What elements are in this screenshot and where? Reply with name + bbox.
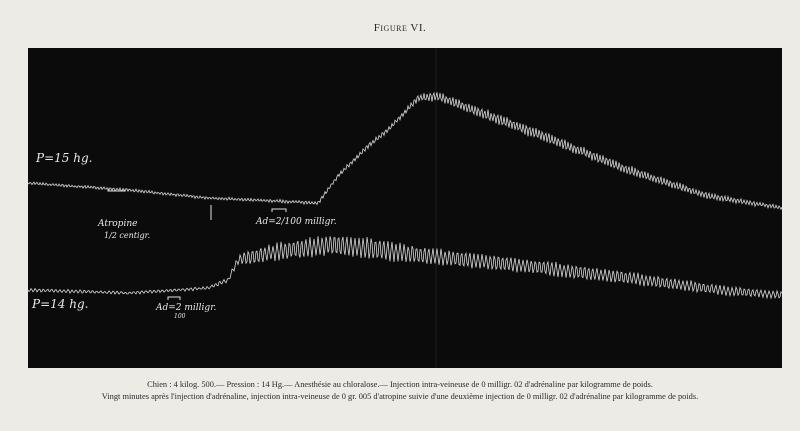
- figure-caption: [0, 379, 800, 403]
- upper-injection-label: Ad=2/100 milligr.: [256, 217, 337, 227]
- upper-blood-pressure-trace: [28, 92, 782, 209]
- lower-injection-subscript: 100: [174, 313, 186, 320]
- caption-line-2: Vingt minutes après l'injection d'adrénaline, injection intra-veineuse de 0 gr. 005 d'atropine suivie d'une deuxième injection de 0 milligr. 02 d'adrénaline par kilogramme de poids.: [101, 392, 699, 401]
- tracing-svg: [28, 48, 782, 368]
- lower-injection-label: Ad=2 milligr.: [156, 303, 217, 313]
- atropine-note-line-1: Atropine: [98, 219, 138, 229]
- lower-blood-pressure-trace: [28, 236, 782, 298]
- upper-pressure-label: P=15 hg.: [36, 151, 93, 165]
- lower-pressure-label: P=14 hg.: [32, 297, 89, 311]
- figure-title: Figure VI.: [373, 22, 427, 34]
- injection-signal-marks: [108, 189, 286, 300]
- kymograph-tracing-panel: [28, 48, 782, 368]
- caption-line-1: Chien : 4 kilog. 500.— Pression : 14 Hg.— Anesthésie au chloralose.— Injection intra-veineuse de 0 milligr. 02 d'adrénaline par kilogramme de poids.: [147, 380, 653, 389]
- atropine-note-line-2: 1/2 centigr.: [104, 231, 151, 240]
